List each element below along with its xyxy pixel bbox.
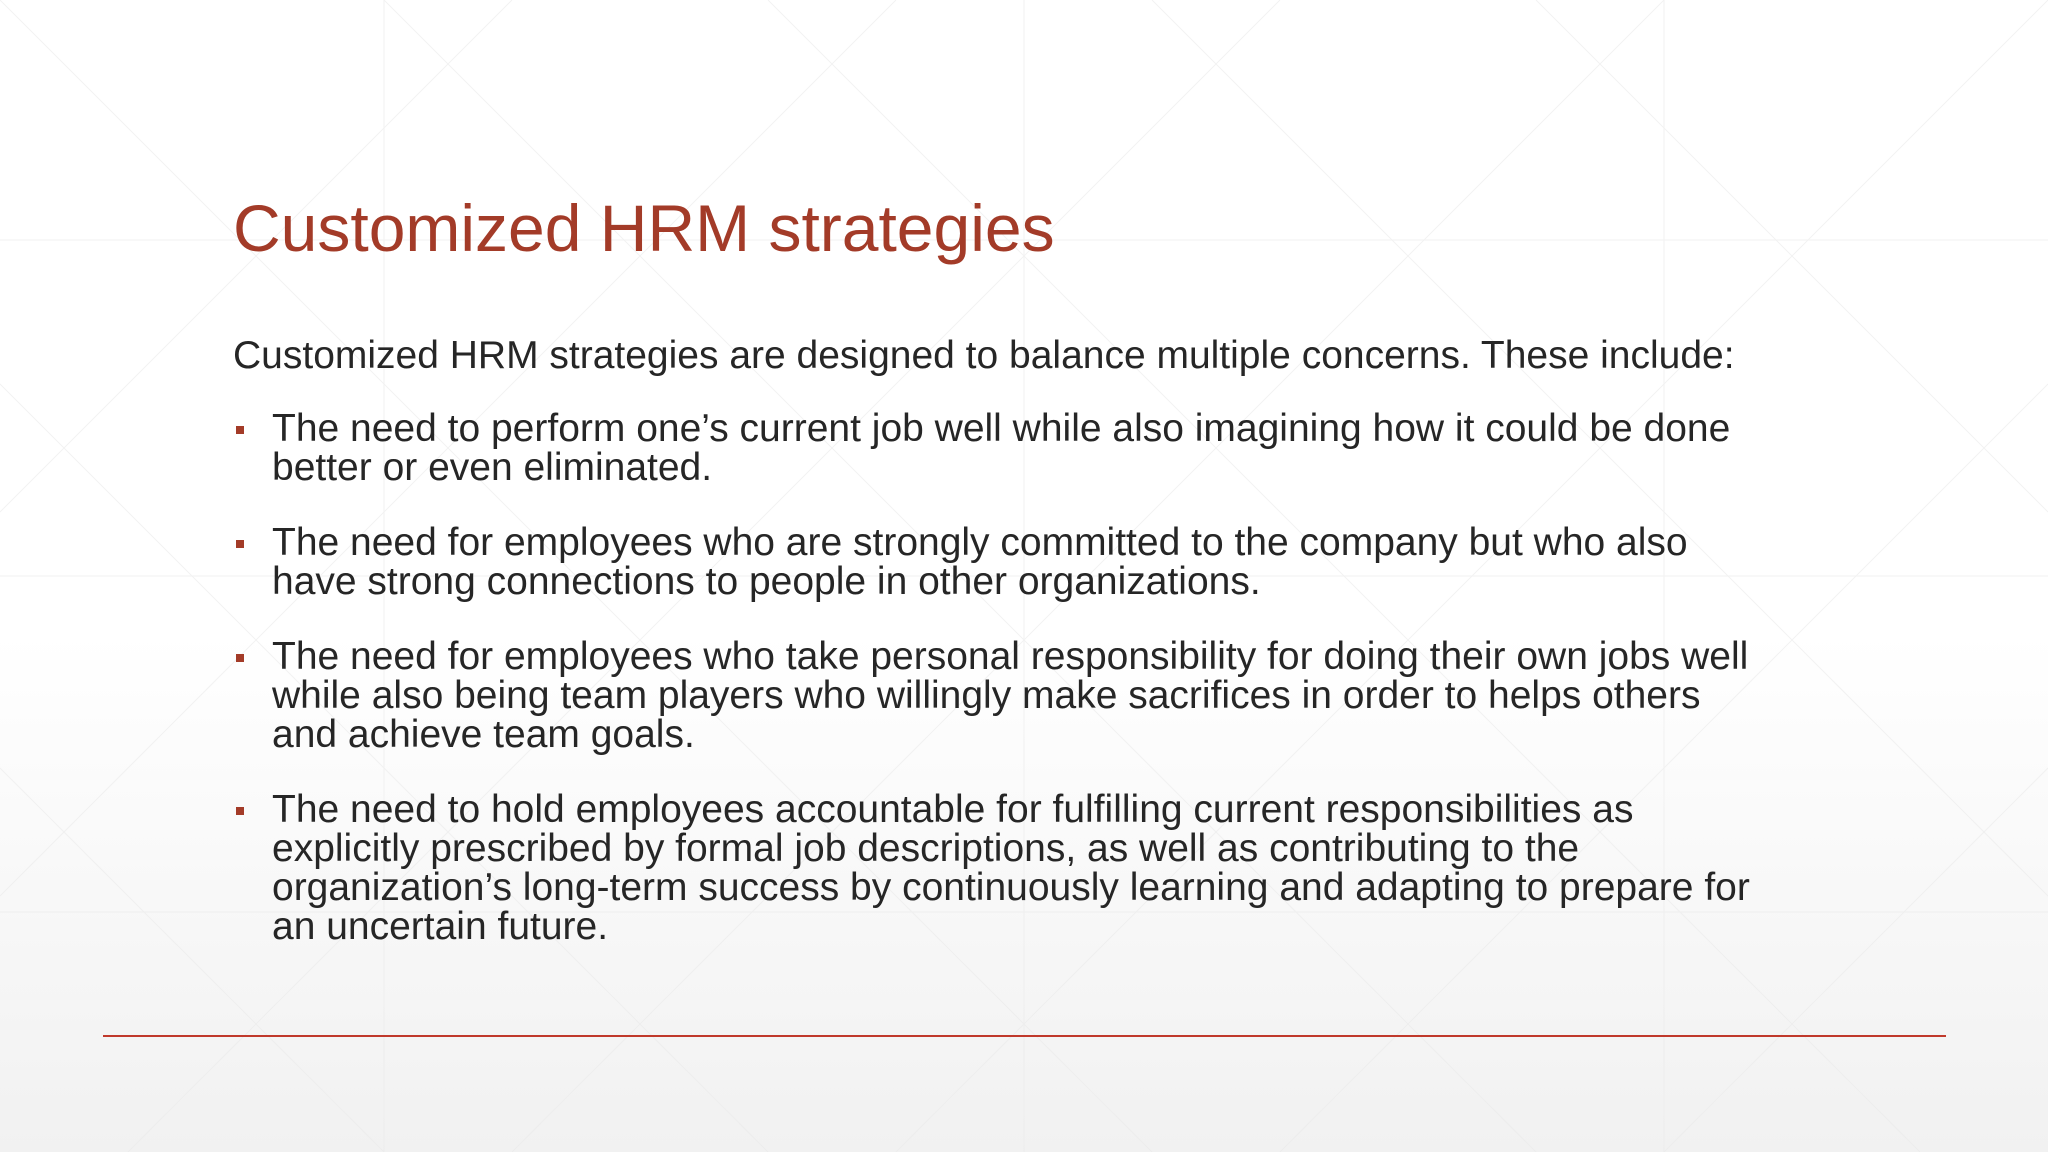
slide-body [233, 333, 1833, 982]
bullet-item [233, 523, 1833, 601]
bullet-list [233, 409, 1833, 946]
bullet-item [233, 637, 1833, 754]
footer-divider [103, 1035, 1946, 1037]
bullet-text: The need to perform one’s current job well while also imagining how it could be done better or even eliminated. [272, 407, 1731, 489]
square-bullet-icon [236, 654, 244, 662]
square-bullet-icon [236, 807, 244, 815]
square-bullet-icon [236, 540, 244, 548]
square-bullet-icon [236, 426, 244, 434]
bullet-item [233, 409, 1833, 487]
intro-text: Customized HRM strategies are designed to balance multiple concerns. These include: [233, 334, 1735, 377]
bullet-text: The need for employees who take personal responsibility for doing their own jobs well while also being team players who willingly make sacrifices in order to helps others and achieve team goals. [272, 635, 1749, 756]
bullet-item [233, 790, 1833, 946]
bullet-text: The need for employees who are strongly committed to the company but who also have strong connections to people in other organizations. [272, 521, 1688, 603]
bullet-text: The need to hold employees accountable for fulfilling current responsibilities as explicitly prescribed by formal job descriptions, as well as contributing to the organization’s long-term success by continuously learning and adapting to prepare for an uncertain future. [272, 788, 1750, 948]
slide-title: Customized HRM strategies [233, 191, 1055, 265]
